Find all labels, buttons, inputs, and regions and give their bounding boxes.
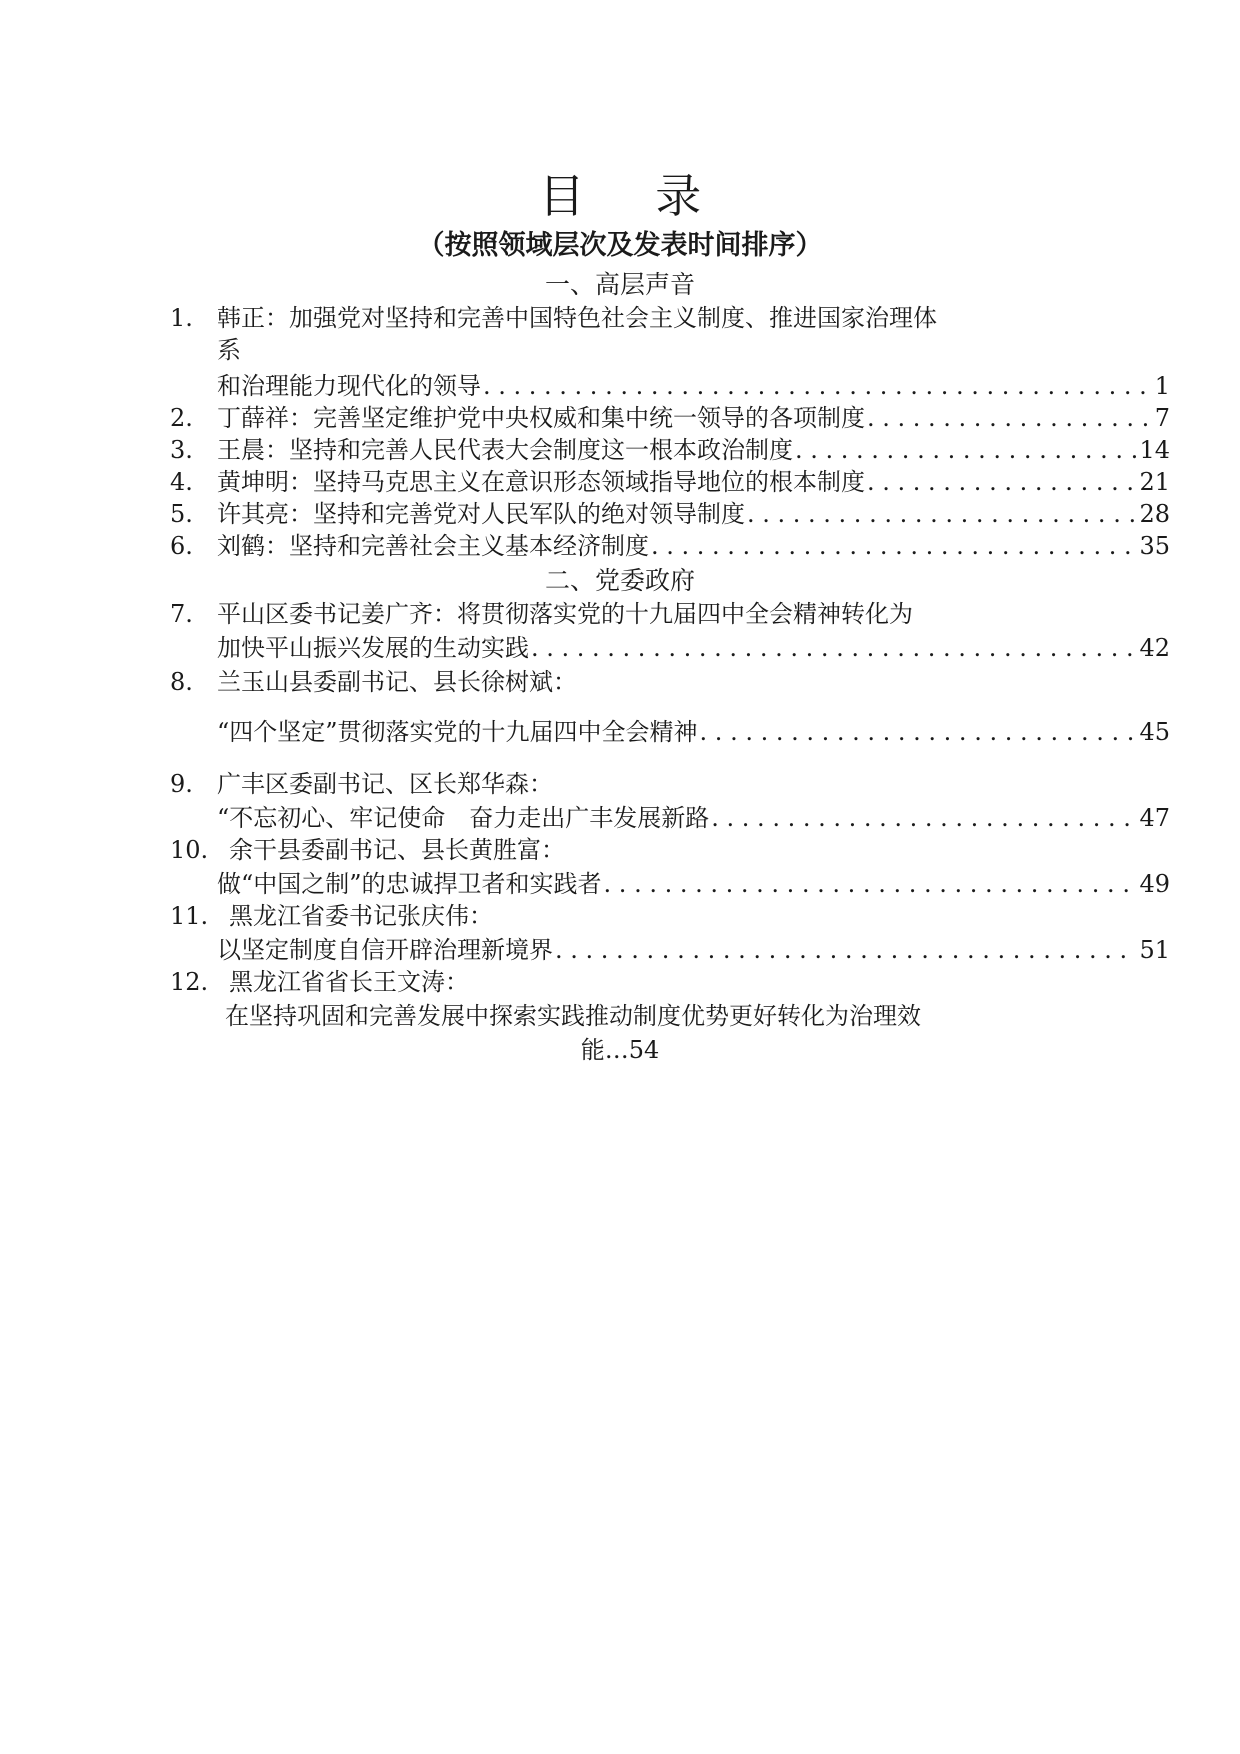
- toc-entry-link[interactable]: [217, 370, 1170, 402]
- entry-title: 黑龙江省委书记张庆伟：: [229, 902, 493, 930]
- entry-number: 2.: [170, 404, 193, 432]
- toc-entry-link[interactable]: [217, 868, 1170, 900]
- page-number: 49: [1139, 870, 1170, 898]
- entry-number: 12.: [170, 968, 209, 996]
- entry-title: 余干县委副书记、县长黄胜富：: [229, 836, 565, 864]
- dot-leader: [531, 632, 1137, 664]
- entry-title-wrap: 系: [217, 336, 241, 364]
- dot-leader: [555, 934, 1137, 966]
- page-number: 35: [1139, 532, 1170, 560]
- entry-title: 做“中国之制”的忠诚捍卫者和实践者: [217, 870, 602, 898]
- entry-title: 在坚持巩固和完善发展中探索实践推动制度优势更好转化为治理效: [225, 1002, 921, 1030]
- dot-leader: [483, 370, 1153, 402]
- page-number: 42: [1139, 634, 1170, 662]
- entry-title: 加快平山振兴发展的生动实践: [217, 634, 529, 662]
- dot-leader: [867, 466, 1137, 498]
- dot-leader: [651, 530, 1137, 562]
- toc-entry-link[interactable]: [217, 498, 1170, 530]
- entry-title: 以坚定制度自信开辟治理新境界: [217, 936, 553, 964]
- entry-title: 黄坤明：坚持马克思主义在意识形态领域指导地位的根本制度: [217, 468, 865, 496]
- toc-entry-link[interactable]: [217, 466, 1170, 498]
- entry-title: 许其亮：坚持和完善党对人民军队的绝对领导制度: [217, 500, 745, 528]
- page-number: 21: [1139, 468, 1170, 496]
- entry-title: 和治理能力现代化的领导: [217, 372, 481, 400]
- page-number: 45: [1139, 718, 1170, 746]
- entry-number: 3.: [170, 436, 193, 464]
- dot-leader: [711, 802, 1137, 834]
- entry-title: 韩正：加强党对坚持和完善中国特色社会主义制度、推进国家治理体: [217, 304, 937, 332]
- entry-number: 6.: [170, 532, 193, 560]
- entry-number: 11.: [170, 902, 209, 930]
- entry-title: 平山区委书记姜广齐：将贯彻落实党的十九届四中全会精神转化为: [217, 600, 913, 628]
- page-number: 7: [1154, 404, 1170, 432]
- toc-entry-link[interactable]: [217, 402, 1170, 434]
- entry-number: 9.: [170, 770, 193, 798]
- entry-number: 1.: [170, 304, 193, 332]
- page-number: 47: [1139, 804, 1170, 832]
- entry-title-page-wrap[interactable]: 能…54: [580, 1036, 660, 1064]
- toc-entry-link[interactable]: [217, 632, 1170, 664]
- entry-number: 5.: [170, 500, 193, 528]
- page-number: 51: [1139, 936, 1170, 964]
- entry-title: 王晨：坚持和完善人民代表大会制度这一根本政治制度: [217, 436, 793, 464]
- entry-title: “不忘初心、牢记使命 奋力走出广丰发展新路: [217, 804, 710, 832]
- toc-entry-link[interactable]: [217, 434, 1170, 466]
- toc-entry-link[interactable]: [217, 934, 1170, 966]
- entry-number: 8.: [170, 668, 193, 696]
- entry-number: 7.: [170, 600, 193, 628]
- dot-leader: [795, 434, 1137, 466]
- dot-leader: [604, 868, 1138, 900]
- entry-title: 刘鹤：坚持和完善社会主义基本经济制度: [217, 532, 649, 560]
- entry-title: 丁薛祥：完善坚定维护党中央权威和集中统一领导的各项制度: [217, 404, 865, 432]
- dot-leader: [700, 716, 1138, 748]
- dot-leader: [867, 402, 1153, 434]
- entry-title: 黑龙江省省长王文涛：: [229, 968, 469, 996]
- toc-entry-link[interactable]: [217, 716, 1170, 748]
- page-number: 14: [1139, 436, 1170, 464]
- section-heading: 二、党委政府: [544, 566, 695, 595]
- page-title: 目 录: [538, 169, 730, 223]
- page-subtitle: （按照领域层次及发表时间排序）: [417, 230, 823, 261]
- entry-number: 4.: [170, 468, 193, 496]
- page-number: 1: [1154, 372, 1170, 400]
- entry-title: 兰玉山县委副书记、县长徐树斌：: [217, 668, 577, 696]
- entry-title: 广丰区委副书记、区长郑华森：: [217, 770, 553, 798]
- entry-title: “四个坚定”贯彻落实党的十九届四中全会精神: [217, 718, 698, 746]
- page-number: 28: [1139, 500, 1170, 528]
- section-heading: 一、高层声音: [544, 270, 695, 299]
- entry-number: 10.: [170, 836, 209, 864]
- toc-entry-link[interactable]: [217, 530, 1170, 562]
- dot-leader: [747, 498, 1137, 530]
- toc-entry-link[interactable]: [217, 802, 1170, 834]
